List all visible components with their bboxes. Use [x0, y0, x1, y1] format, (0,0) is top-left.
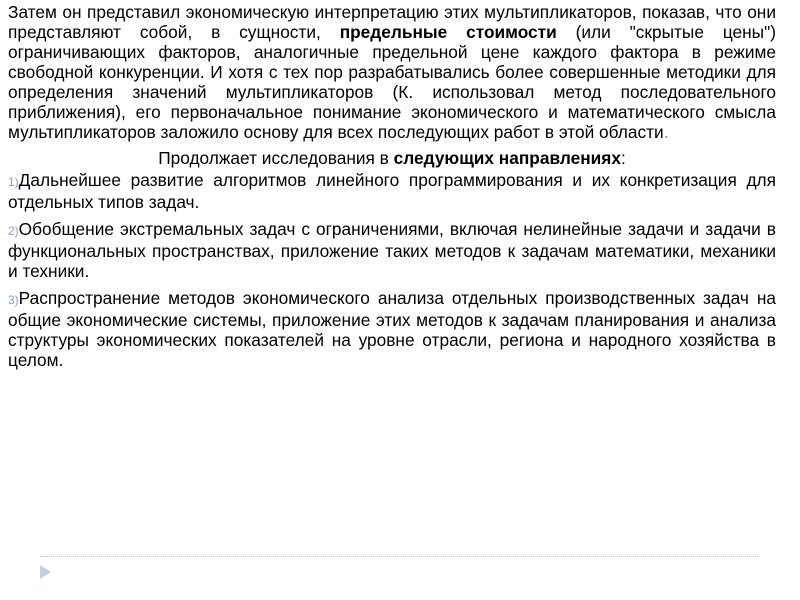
triangle-right-icon [38, 564, 52, 580]
direction-item-3 [8, 288, 776, 370]
direction-item-number: 3) [8, 293, 19, 307]
direction-item-number: 1) [8, 175, 19, 189]
intro-bold-term: предельные стоимости [339, 22, 557, 42]
direction-item-2 [8, 219, 776, 281]
footer-divider [40, 556, 760, 557]
slide-body [8, 2, 776, 377]
intro-text-part2: (или "скрытые цены") ограничивающих факторов, аналогичные предельной цене каждого фактора в режиме свободной конкуренции. И хотя с тех пор разрабатывались более совершенные методики для определения значений мультипликаторов (К. использовал метод последовательного приближения), его первоначальное понимание экономического и математического смысла мультипликаторов заложило основу для всех последующих работ в этой области [8, 22, 776, 142]
direction-item-text: Обобщение экстремальных задач с ограничениями, включая нелинейные задачи и задачи в функциональных пространствах, приложение таких методов к задачам математики, механики и техники. [8, 219, 776, 281]
intro-paragraph [8, 2, 776, 142]
directions-heading-text: Продолжает исследования в [158, 148, 394, 168]
direction-item-1 [8, 170, 776, 212]
direction-item-number: 2) [8, 224, 19, 238]
directions-heading [8, 148, 776, 168]
direction-item-text: Дальнейшее развитие алгоритмов линейного программирования и их конкретизация для отдельных типов задач. [8, 170, 776, 212]
directions-heading-colon: : [620, 148, 626, 168]
direction-item-text: Распространение методов экономического анализа отдельных производственных задач на общие экономические системы, приложение этих методов к задачам планирования и анализа структуры экономических показателей на уровне отрасли, региона и народного хозяйства в целом. [8, 288, 776, 370]
intro-end-dot: . [663, 122, 669, 142]
directions-heading-bold: следующих направлениях [393, 148, 621, 168]
intro-text-part1: Затем он представил экономическую интерпретацию этих мультипликаторов, показав, что они представляют собой, в сущности, [8, 2, 776, 42]
